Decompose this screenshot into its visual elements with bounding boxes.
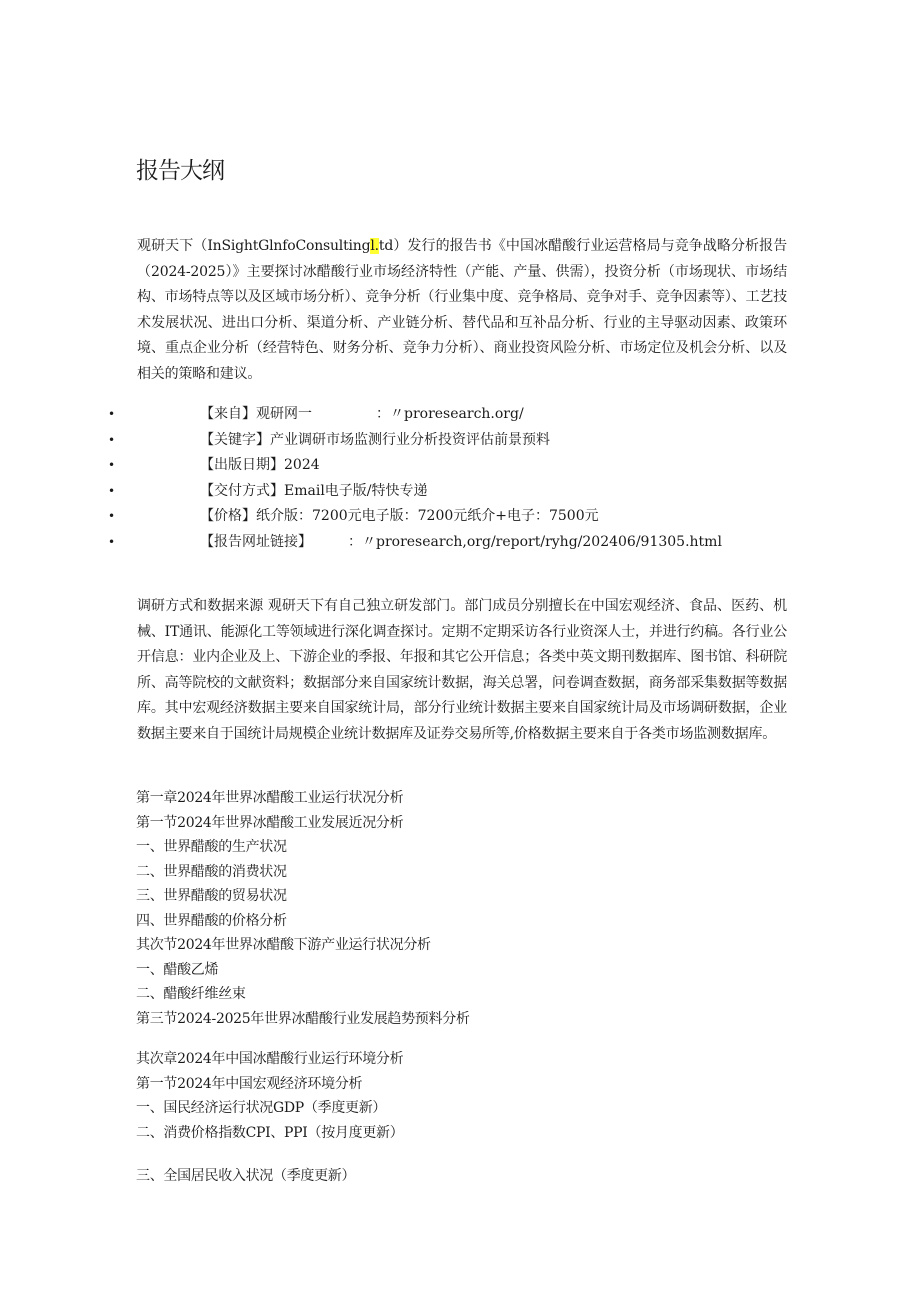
toc-item: 三、世界醋酸的贸易状况 bbox=[136, 888, 287, 904]
toc-item: 其次节2024年世界冰醋酸下游产业运行状况分析 bbox=[136, 937, 431, 953]
toc-item: 二、世界醋酸的消费状况 bbox=[136, 863, 287, 880]
source-separator: ： bbox=[376, 406, 390, 422]
toc-item: 第一节2024年中国宏观经济环境分析 bbox=[136, 1075, 363, 1092]
bullet: • bbox=[108, 509, 116, 523]
toc-item: 四、世界醋酸的价格分析 bbox=[136, 912, 287, 929]
bullet: • bbox=[108, 432, 116, 447]
method-paragraph: 调研方式和数据来源 观研天下有自己独立研发部门。部门成员分别擅长在中国宏观经济、食品、医药、机械、IT通讯、能源化工等领域进行深化调查探讨。定期不定期采访各行业资深人士，并进行约稿。各行业公开信息：业内企业及上、下游企业的季报、年报和其它公开信息；各类中英文期刊数据库、图书馆、科研院所、高等院校的文献资料；数据部分来自国家统计数据，海关总署，问卷调查数据，商务部采集数据等数据库。其中宏观经济数据主要来自国家统计局，部分行业统计数据主要来自国家统计局及市场调研数据，企业数据主要来自于国统计局规模企业统计数据库及证券交易所等,价格数据主要来自于各类市场监测数据库。 bbox=[137, 598, 787, 742]
bullet: • bbox=[108, 407, 116, 421]
delivery-text: 【交付方式】Email电子版/特快专递 bbox=[200, 482, 428, 499]
bullet: • bbox=[108, 483, 116, 498]
page-title: 报告大纲 bbox=[136, 158, 224, 184]
report-link-label: 【报告网址链接】 bbox=[200, 533, 312, 550]
toc-chapter-2 bbox=[136, 1047, 403, 1145]
toc-item: 一、醋酸乙烯 bbox=[136, 961, 219, 978]
toc-item: 二、消费价格指数CPI、PPI（按月度更新） bbox=[136, 1124, 404, 1141]
toc-item: 第一节2024年世界冰醋酸工业发展近况分析 bbox=[136, 814, 404, 831]
toc-item: 三、全国居民收入状况（季度更新） bbox=[136, 1168, 356, 1184]
price-text: 【价格】纸介版：7200元电子版：7200元纸介+电子：7500元 bbox=[200, 508, 599, 524]
toc-item: 第一章2024年世界冰醋酸工业运行状况分析 bbox=[136, 790, 404, 806]
bullet: • bbox=[108, 534, 116, 549]
bullet: • bbox=[108, 458, 116, 472]
source-link[interactable]: 〃proresearch.org/ bbox=[390, 406, 524, 422]
toc-chapter-2-continued bbox=[136, 1164, 355, 1189]
toc-item: 二、醋酸纤维丝束 bbox=[136, 986, 246, 1002]
highlighted-text: l. bbox=[370, 238, 379, 254]
toc-item: 一、国民经济运行状况GDP（季度更新） bbox=[136, 1100, 387, 1116]
toc-item: 一、世界醋酸的生产状况 bbox=[136, 839, 287, 855]
intro-text-start: 观研天下（InSightGlnfoConsulting bbox=[137, 238, 371, 254]
keywords-text: 【关键字】产业调研市场监测行业分析投资评估前景预料 bbox=[200, 431, 550, 448]
intro-paragraph bbox=[137, 234, 787, 387]
publish-date-text: 【出版日期】2024 bbox=[200, 457, 320, 473]
source-label: 【来自】观研网一 bbox=[200, 406, 312, 422]
report-link-separator: ： bbox=[348, 533, 362, 550]
toc-chapter-1 bbox=[136, 786, 470, 1031]
report-link[interactable]: 〃proresearch,org/report/ryhg/202406/91305.html bbox=[362, 533, 722, 550]
toc-item: 其次章2024年中国冰醋酸行业运行环境分析 bbox=[136, 1051, 404, 1067]
toc-item: 第三节2024-2025年世界冰醋酸行业发展趋势预料分析 bbox=[136, 1010, 470, 1027]
intro-text-rest: td）发行的报告书《中国冰醋酸行业运营格局与竞争战略分析报告（2024-2025）》主要探讨冰醋酸行业市场经济特性（产能、产量、供需），投资分析（市场现状、市场结构、市场特点等以及区域市场分析）、竞争分析（行业集中度、竞争格局、竞争对手、竞争因素等）、工艺技术发展状况、进出口分析、渠道分析、产业链分析、替代品和互补品分析、行业的主导驱动因素、政策环境、重点企业分析（经营特色、财务分析、竞争力分析）、商业投资风险分析、市场定位及机会分析、以及相关的策略和建议。 bbox=[137, 238, 787, 382]
